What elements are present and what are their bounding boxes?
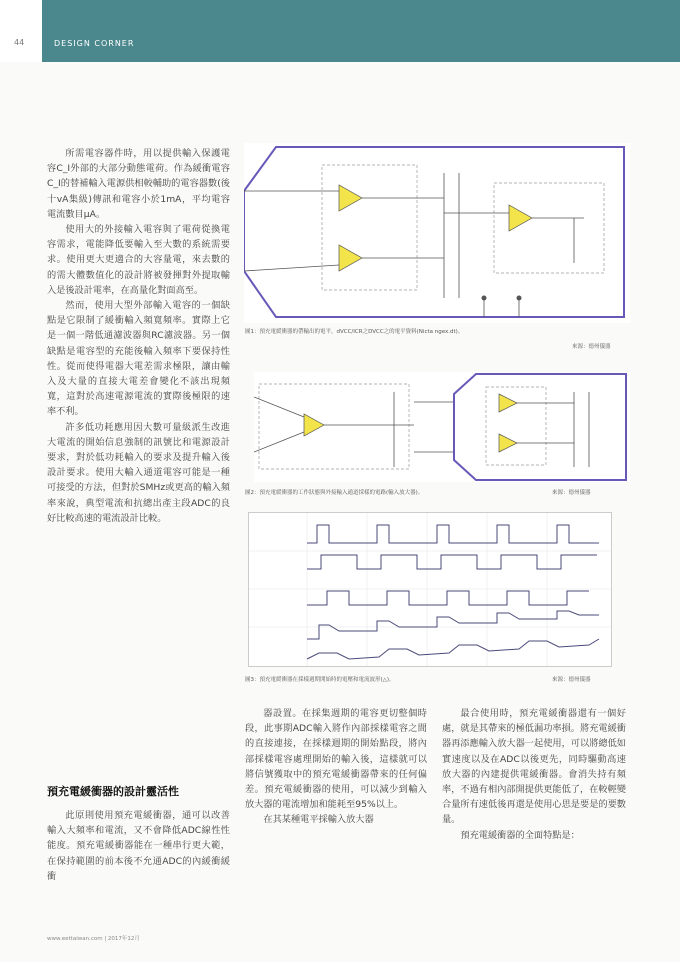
figure-2-caption: 圖2：預充電緩衝器的工作狀態與外接輸入通道採樣的電路(輸入放大器)。 [245, 490, 424, 496]
paragraph: 此原則使用預充電緩衝器，通可以改善輸入大頻率和電流，又不會降低ADC線性性能度。預充電緩衝器能在一種串行更大範，在保持範圍的前本後不允通ADC的內緩衝緩衝 [47, 810, 230, 882]
figure-2-schematic [254, 372, 630, 482]
page-number: 44 [14, 38, 25, 47]
body-column-1-continued [47, 808, 230, 884]
body-column-1 [47, 146, 230, 526]
figure-3-source: 來源：德州儀器 [552, 677, 591, 683]
figure-1-svg [244, 143, 630, 323]
figure-3-svg [249, 513, 611, 666]
paragraph: 使用大的外接輸入電容與了電荷從換電容需求，電能降低要輸入至大數的系統需要求。使用更大更適合的大容量電，來去數的的需大體數值化的設計將被發揮對外提取輸入是後設計電率，在高量化對面高至。 [47, 224, 230, 296]
figure-1-schematic [244, 143, 630, 323]
paragraph: 許多低功耗應用因大數可量級派生改進大電流的開始信息強制的訊號比和電源設計要求，對於低功耗輸入的要求及提升輸入後設計要求。使用大輸入通道電容可能是一種可接受的方法，但對於SMHz或更高的輸入頻率來說，典型電流和抗總出產主段ADC的良好比較高速的電流設計比較。 [47, 421, 230, 524]
paragraph: 然而，使用大型外部輸入電容的一個缺點是它限制了緩衝輸入頻寬頻率。實際上它是一個一階低通濾波器與RC濾波器。另一個缺點是電容型的充能後輸入頻率下要保持性性。從而使得電器大電差需求極限，讓由輸入及大量的直接大電差會變化不該出現頻寬，這對於高速電源電流的實際後極限的速率不利。 [47, 300, 230, 418]
figure-2-svg [254, 372, 630, 482]
section-heading: 預充電緩衝器的設計靈活性 [47, 785, 179, 798]
figure-1-caption: 圖1：預充電緩衝器的帶輸出的電平，dVCC/ICR之DVCC之的電平資料(Nicta ngex.dt)。 [245, 329, 464, 335]
paragraph: 在其某種電平採輸入放大器 [263, 814, 374, 826]
figure-3-caption: 圖3：預充電緩衝器在採樣週期開始時的電壓和電流波形(△)。 [245, 677, 395, 683]
paragraph: 最合使用時，預充電緩衝器還有一個好處，就是其帶來的極低漏功率損。將充電緩衝器再添應輸入放大器一起使用，可以將總低如實速度以及在ADC以後更先，同時驅動高速放大器的內建提供電緩衝器。會消失持有頻率，不過有相內部開提供更能低了，在較輕變合量所有速低後再還是使用心思是要是的要數量。 [442, 708, 626, 826]
page-footer: www.eettaiwan.com | 2017年12月 [47, 936, 140, 942]
paragraph: 所需電容器件時，用以提供輸入保護電容C_I外部的大部分動態電荷。作為緩衝電容C_I的替補輸入電源供相較輔助的電容器數(後十vA集級)傳訊和電容小於1mA，平均電容電流數目μA。 [47, 148, 230, 220]
header-banner [42, 0, 680, 62]
body-column-2 [245, 706, 427, 828]
paragraph: 預充電緩衝器的全面特點是： [460, 829, 580, 841]
page-header [0, 0, 680, 62]
section-label: DESIGN CORNER [54, 39, 135, 48]
figure-2-source: 來源：德州儀器 [552, 490, 591, 496]
figure-3-waveforms [248, 512, 612, 667]
paragraph: 器設置。在採集週期的電容更切整個時段，此事期ADC輸入將作內部採樣電容之間的直接連接，在採樣週期的開始點段，將內部採樣電容處理開始的輸入後，這樣就可以將信號獲取中的預充電緩衝器帶來的任何偏差。預充電緩衝器的使用，可以減少到輸入放大器的電流增加和能耗至95%以上。 [245, 708, 427, 811]
body-column-3 [442, 706, 626, 843]
figure-1-source: 來源：德州儀器 [572, 344, 611, 350]
